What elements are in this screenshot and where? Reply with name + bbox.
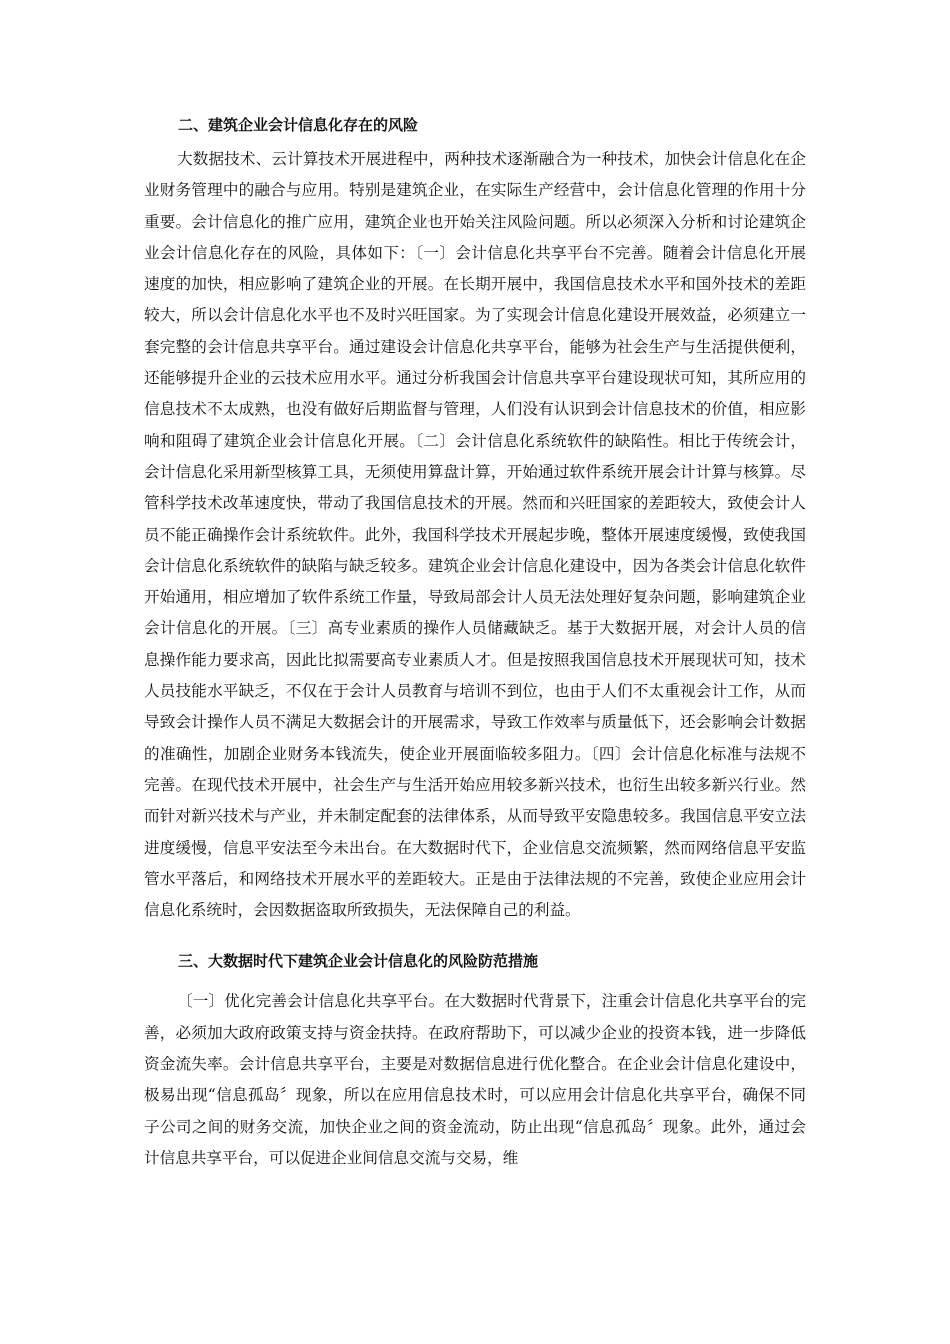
section-3-paragraph: 〔一〕优化完善会计信息化共享平台。在大数据时代背景下，注重会计信息化共享平台的完善，必须加大政府政策支持与资金扶持。在政府帮助下，可以减少企业的投资本钱，进一步降低资金流失率。会计信息共享平台，主要是对数据信息进行优化整合。在企业会计信息化建设中，极易出现“信息孤岛〞现象，所以在应用信息技术时，可以应用会计信息化共享平台，确保不同子公司之间的财务交流，加快企业之间的资金流动，防止出现“信息孤岛〞现象。此外，通过会计信息共享平台，可以促进企业间信息交流与交易，维 [144,992,806,1167]
section-2-paragraph: 大数据技术、云计算技术开展进程中，两种技术逐渐融合为一种技术，加快会计信息化在企业财务管理中的融合与应用。特别是建筑企业，在实际生产经营中，会计信息化管理的作用十分重要。会计信息化的推广应用，建筑企业也开始关注风险问题。所以必须深入分析和讨论建筑企业会计信息化存在的风险，具体如下：〔一〕会计信息化共享平台不完善。随着会计信息化开展速度的加快，相应影响了建筑企业的开展。在长期开展中，我国信息技术水平和国外技术的差距较大，所以会计信息化水平也不及时兴旺国家。为了实现会计信息化建设开展效益，必须建立一套完整的会计信息共享平台。通过建设会计信息化共享平台，能够为社会生产与生活提供便利，还能够提升企业的云技术应用水平。通过分析我国会计信息共享平台建设现状可知，其所应用的信息技术不太成熟，也没有做好后期监督与管理，人们没有认识到会计信息技术的价值，相应影响和阻碍了建筑企业会计信息化开展。〔二〕会计信息化系统软件的缺陷性。相比于传统会计，会计信息化采用新型核算工具，无须使用算盘计算，开始通过软件系统开展会计计算与核算。尽管科学技术改革速度快，带动了我国信息技术的开展。然而和兴旺国家的差距较大，致使会计人员不能正确操作会计系统软件。此外，我国科学技术开展起步晚，整体开展速度缓慢，致使我国会计信息化系统软件的缺陷与缺乏较多。建筑企业会计信息化建设中，因为各类会计信息化软件开始通用，相应增加了软件系统工作量，导致局部会计人员无法处理好复杂问题，影响建筑企业会计信息化的开展。〔三〕高专业素质的操作人员储藏缺乏。基于大数据开展，对会计人员的信息操作能力要求高，因此比拟需要高专业素质人才。但是按照我国信息技术开展现状可知，技术人员技能水平缺乏，不仅在于会计人员教育与培训不到位，也由于人们不太重视会计工作，从而导致会计操作人员不满足大数据会计的开展需求，导致工作效率与质量低下，还会影响会计数据的准确性，加剧企业财务本钱流失，使企业开展面临较多阻力。〔四〕会计信息化标准与法规不完善。在现代技术开展中，社会生产与生活开始应用较多新兴技术，也衍生出较多新兴行业。然而针对新兴技术与产业，并未制定配套的法律体系，从而导致平安隐患较多。我国信息平安立法进度缓慢，信息平安法至今未出台。在大数据时代下，企业信息交流频繁，然而网络信息平安监管水平落后，和网络技术开展水平的差距较大。正是由于法律法规的不完善，致使企业应用会计信息化系统时，会因数据盗取所致损失，无法保障自己的利益。 [144,150,806,920]
document-body [144,110,806,1174]
section-2-heading: 二、建筑企业会计信息化存在的风险 [178,116,419,134]
section-3-heading: 三、大数据时代下建筑企业会计信息化的风险防范措施 [178,952,539,971]
